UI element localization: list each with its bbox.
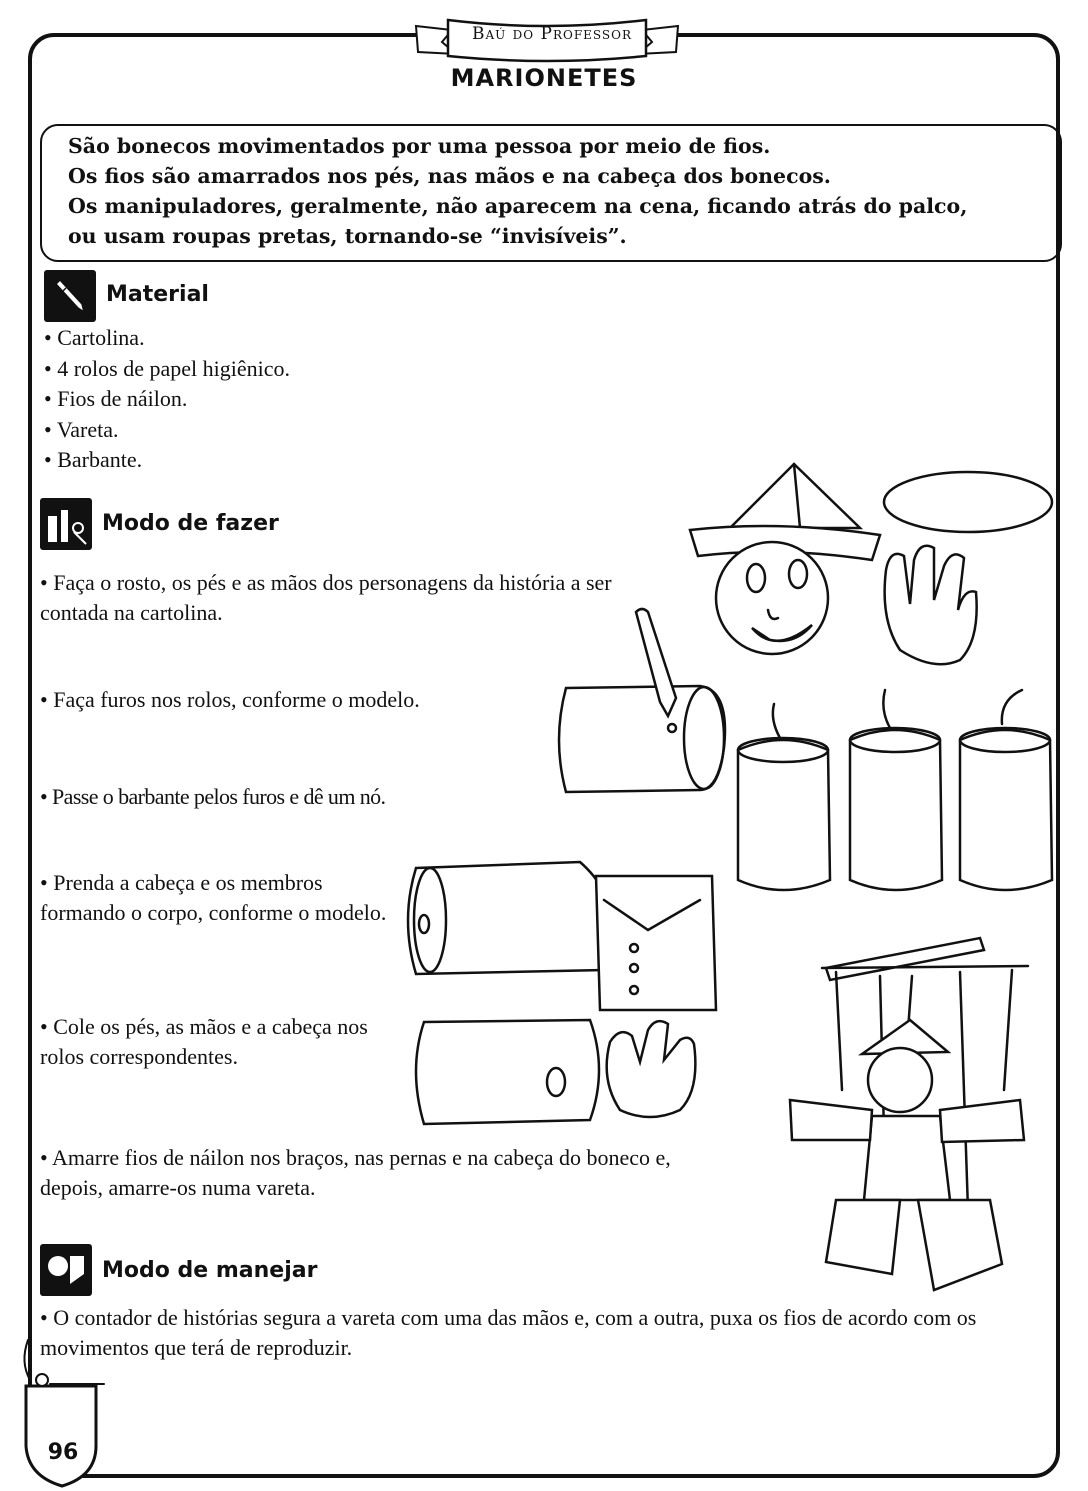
- step-item: • O contador de histórias segura a vareta com uma das mãos e, com a outra, puxa os fios de acordo com os movimentos que terá de reproduzir.: [40, 1303, 1065, 1363]
- step-item: • Faça o rosto, os pés e as mãos dos personagens da história a ser contada na cartolina.: [40, 568, 680, 628]
- intro-line: Os fios são amarrados nos pés, nas mãos e na cabeça dos bonecos.: [68, 164, 831, 188]
- intro-line: Os manipuladores, geralmente, não aparecem na cena, ficando atrás do palco,: [68, 194, 968, 218]
- list-item: • Cartolina.: [44, 323, 290, 354]
- foot-cutout-drawing: [884, 472, 1052, 532]
- list-item: • 4 rolos de papel higiênico.: [44, 354, 290, 385]
- list-item: • Fios de náilon.: [44, 384, 290, 415]
- step-item: • Faça furos nos rolos, conforme o modelo.: [40, 685, 540, 715]
- step-item: • Amarre fios de náilon nos braços, nas pernas e na cabeça do boneco e, depois, amarre-os numa vareta.: [40, 1143, 720, 1203]
- rolls-with-string-drawing: [738, 690, 1052, 890]
- roll-with-pencil-drawing: [559, 609, 725, 792]
- step-item: • Prenda a cabeça e os membros formando o corpo, conforme o modelo.: [40, 868, 400, 928]
- roll-with-hand-drawing: [416, 1020, 695, 1124]
- marionette-drawing: [790, 938, 1028, 1290]
- modo-manejar-heading: Modo de manejar: [102, 1258, 318, 1283]
- page-number: 96: [47, 1440, 79, 1465]
- puppet-head-drawing: [690, 464, 880, 654]
- hand-cutout-drawing: [885, 546, 977, 665]
- intro-line: ou usam roupas pretas, tornando-se “invisíveis”.: [68, 224, 627, 248]
- step-item: • Passe o barbante pelos furos e dê um nó.: [40, 782, 480, 812]
- banner-title: Baú do Professor: [471, 24, 633, 44]
- step-item: • Cole os pés, as mãos e a cabeça nos rolos correspondentes.: [40, 1012, 410, 1072]
- body-assembly-drawing: [408, 862, 716, 1010]
- list-item: • Barbante.: [44, 445, 290, 476]
- intro-line: São bonecos movimentados por uma pessoa por meio de fios.: [68, 134, 771, 158]
- modo-fazer-heading: Modo de fazer: [102, 511, 279, 536]
- material-heading: Material: [106, 282, 209, 307]
- list-item: • Vareta.: [44, 415, 290, 446]
- page-title: MARIONETES: [450, 64, 638, 92]
